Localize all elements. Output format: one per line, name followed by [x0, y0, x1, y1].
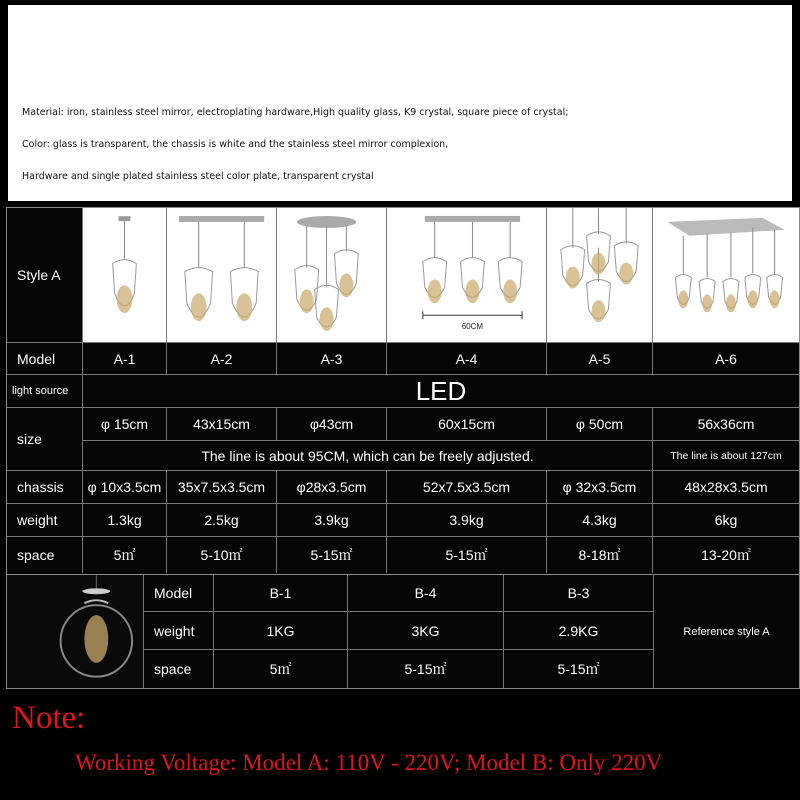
- weight-a5: 4.3kg: [547, 504, 653, 537]
- lamp-image-a2: [167, 208, 277, 343]
- material-text: Material: iron, stainless steel mirror, electroplating hardware,High quality glass, K9 crystal, square piece of crystal;: [22, 107, 569, 118]
- space-b1: 5㎡: [214, 650, 348, 688]
- weight-a1: 1.3kg: [83, 504, 167, 537]
- space-a3: 5-15㎡: [277, 537, 387, 573]
- color-text: Color: glass is transparent, the chassis is white and the stainless steel mirror complexion,: [22, 139, 449, 150]
- chassis-a6: 48x28x3.5cm: [653, 471, 799, 504]
- line-length-note: The line is about 95CM, which can be freely adjusted.: [83, 441, 653, 471]
- lamp-image-a1: [83, 208, 167, 343]
- chassis-a3: φ28x3.5cm: [277, 471, 387, 504]
- model-a1: A-1: [83, 343, 167, 375]
- size-label: size: [7, 408, 83, 471]
- style-a-label: Style A: [7, 208, 83, 343]
- note-title: Note:: [12, 700, 86, 736]
- model-a4: A-4: [387, 343, 547, 375]
- chassis-a5: φ 32x3.5cm: [547, 471, 653, 504]
- model-label: Model: [7, 343, 83, 375]
- model-b3: B-3: [504, 575, 654, 612]
- light-source-value: LED: [83, 375, 799, 408]
- reference-style-note: Reference style A: [683, 625, 770, 638]
- model-a6: A-6: [653, 343, 799, 375]
- model-a5: A-5: [547, 343, 653, 375]
- dimension-label: 60CM: [461, 322, 484, 332]
- space-a5: 8-18㎡: [547, 537, 653, 573]
- weight-b3: 2.9KG: [504, 612, 654, 650]
- weight-a3: 3.9kg: [277, 504, 387, 537]
- model-b1: B-1: [214, 575, 348, 612]
- lamp-image-a4: [387, 208, 547, 343]
- space-b4: 5-15㎡: [348, 650, 504, 688]
- weight-label: weight: [7, 504, 83, 537]
- size-a3: φ43cm: [277, 408, 387, 441]
- model-b4: B-4: [348, 575, 504, 612]
- space-a1: 5㎡: [83, 537, 167, 573]
- lamp-image-a3: [277, 208, 387, 343]
- size-a2: 43x15cm: [167, 408, 277, 441]
- line-length-note-a6: The line is about 127cm: [653, 441, 799, 471]
- lamp-image-b: [7, 575, 144, 688]
- weight-b1: 1KG: [214, 612, 348, 650]
- size-a5: φ 50cm: [547, 408, 653, 441]
- space-b3: 5-15㎡: [504, 650, 654, 688]
- spec-table-style-a: [6, 207, 800, 576]
- space-a2: 5-10㎡: [167, 537, 277, 573]
- size-a6: 56x36cm: [653, 408, 799, 441]
- chassis-a2: 35x7.5x3.5cm: [167, 471, 277, 504]
- b-space-label: space: [144, 650, 214, 688]
- hardware-text: Hardware and single plated stainless steel color plate, transparent crystal: [22, 171, 374, 182]
- weight-a4: 3.9kg: [387, 504, 547, 537]
- space-a6: 13-20㎡: [701, 547, 751, 563]
- weight-a2: 2.5kg: [167, 504, 277, 537]
- voltage-note: Working Voltage: Model A: 110V - 220V; Model B: Only 220V: [75, 750, 663, 775]
- space-a4: 5-15㎡: [387, 537, 547, 573]
- weight-b4: 3KG: [348, 612, 504, 650]
- size-a4: 60x15cm: [387, 408, 547, 441]
- b-weight-label: weight: [144, 612, 214, 650]
- weight-a6: 6kg: [653, 504, 799, 537]
- lamp-image-a6: [653, 208, 799, 343]
- spec-table-style-b: [6, 574, 800, 689]
- model-a2: A-2: [167, 343, 277, 375]
- chassis-a4: 52x7.5x3.5cm: [387, 471, 547, 504]
- light-source-label: light source: [7, 375, 83, 408]
- chassis-label: chassis: [7, 471, 83, 504]
- size-a1: φ 15cm: [83, 408, 167, 441]
- material-info-panel: [8, 5, 792, 201]
- space-label: space: [7, 537, 83, 573]
- lamp-image-a5: [547, 208, 653, 343]
- model-a3: A-3: [277, 343, 387, 375]
- chassis-a1: φ 10x3.5cm: [83, 471, 167, 504]
- b-model-label: Model: [144, 575, 214, 612]
